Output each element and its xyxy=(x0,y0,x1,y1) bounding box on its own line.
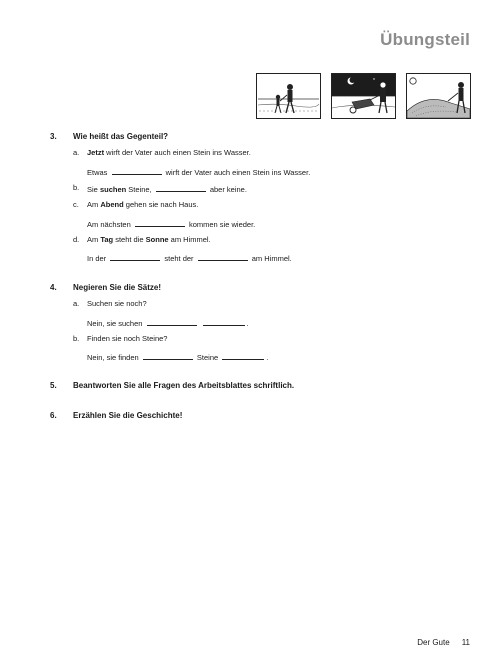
exercise-3c-answer: Am nächsten kommen sie wieder. xyxy=(87,220,256,229)
exercise-4-heading: Negieren Sie die Sätze! xyxy=(73,283,162,292)
answer-blank[interactable] xyxy=(203,317,245,326)
footer-title: Der Gute xyxy=(417,638,450,647)
exercise-4a-answer: Nein, sie suchen . xyxy=(87,319,249,328)
exercise-3c-letter: c. xyxy=(73,200,79,209)
exercise-6-heading: Erzählen Sie die Geschichte! xyxy=(73,411,183,420)
exercise-4a-question: Suchen sie noch? xyxy=(87,299,147,308)
exercise-4-number: 4. xyxy=(50,283,57,292)
answer-blank[interactable] xyxy=(198,252,248,261)
exercise-5-heading: Beantworten Sie alle Fragen des Arbeitsblattes schriftlich. xyxy=(73,381,295,390)
exercise-3c-sentence: Am Abend gehen sie nach Haus. xyxy=(87,200,199,209)
comic-panels xyxy=(256,73,471,119)
exercise-4b-letter: b. xyxy=(73,334,80,343)
page-title: Übungsteil xyxy=(380,30,470,49)
page-number: 11 xyxy=(461,638,470,647)
father-and-child-walking-illustration xyxy=(257,74,321,119)
night-wheelbarrow-illustration xyxy=(332,74,396,119)
exercise-3d-sentence: Am Tag steht die Sonne am Himmel. xyxy=(87,235,211,244)
exercise-3b-letter: b. xyxy=(73,183,80,192)
exercise-3d-answer: In der steht der am Himmel. xyxy=(87,254,292,263)
stone-pile-illustration xyxy=(407,74,471,119)
exercise-3a-letter: a. xyxy=(73,148,80,157)
illustration-strip xyxy=(256,73,471,119)
answer-blank[interactable] xyxy=(143,351,193,360)
answer-blank[interactable] xyxy=(222,351,264,360)
answer-blank[interactable] xyxy=(112,166,162,175)
answer-blank[interactable] xyxy=(147,317,197,326)
exercise-4b-question: Finden sie noch Steine? xyxy=(87,334,168,343)
answer-blank[interactable] xyxy=(135,218,185,227)
answer-blank[interactable] xyxy=(110,252,160,261)
answer-blank[interactable] xyxy=(156,183,206,192)
exercise-3d-letter: d. xyxy=(73,235,80,244)
exercise-6-number: 6. xyxy=(50,411,57,420)
exercise-3b-sentence: Sie suchen Steine, aber keine. xyxy=(87,185,247,194)
exercise-3-number: 3. xyxy=(50,132,57,141)
exercise-4b-answer: Nein, sie finden Steine . xyxy=(87,353,269,362)
exercise-3-heading: Wie heißt das Gegenteil? xyxy=(73,132,169,141)
exercise-3a-answer: Etwas wirft der Vater auch einen Stein ins Wasser. xyxy=(87,168,311,177)
exercise-5-number: 5. xyxy=(50,381,57,390)
exercise-3a-sentence: Jetzt wirft der Vater auch einen Stein ins Wasser. xyxy=(87,148,251,157)
exercise-4a-letter: a. xyxy=(73,299,80,308)
page-footer xyxy=(417,638,470,647)
